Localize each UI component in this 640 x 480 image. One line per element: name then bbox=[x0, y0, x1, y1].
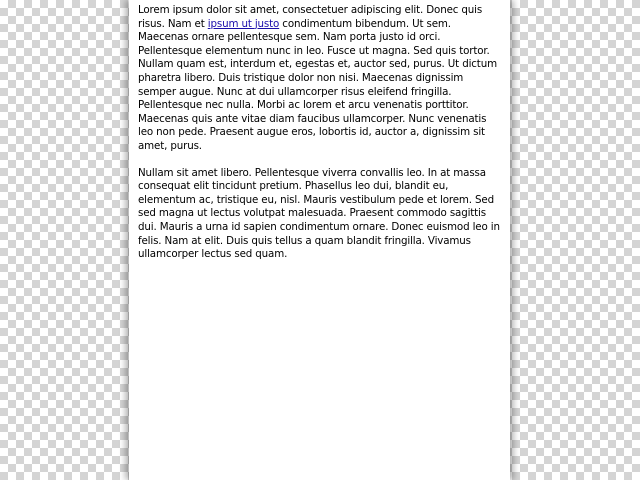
document-page bbox=[129, 0, 510, 480]
paragraph-1 bbox=[138, 4, 502, 154]
paragraph-2: Nullam sit amet libero. Pellentesque viverra convallis leo. In at massa consequat elit tincidunt pretium. Phasellus leo dui, blandit eu, elementum ac, tristique eu, nisl. Mauris vestibulum pede et lorem. Sed sed magna ut lectus volutpat malesuada. Praesent commodo sagittis dui. Mauris a urna id sapien condimentum ornare. Donec euismod leo in felis. Nam at elit. Duis quis tellus a quam blandit fringilla. Vivamus ullamcorper lectus sed quam. bbox=[138, 166, 500, 261]
inline-link[interactable]: ipsum ut justo bbox=[207, 17, 280, 30]
paragraph-1-text-end: condimentum bibendum. Ut sem. Maecenas ornare pellentesque sem. Nam porta justo id orci. Pellentesque elementum nunc in leo. Fusce ut magna. Sed quis tortor. Nullam quam est, interdum et, egestas et, auctor sed, purus. Ut dictum pharetra libero. Duis tristique dolor non nisi. Maecenas dignissim semper augue. Nunc at dui ullamcorper risus eleifend fringilla. Pellentesque nec nulla. Morbi ac lorem et arcu venenatis porttitor. Maecenas quis ante vitae diam faucibus ullamcorper. Nunc venenatis leo non pede. Praesent augue eros, lobortis id, auctor a, dignissim sit amet, purus. bbox=[138, 17, 497, 152]
paragraph-1-text-start: Lorem ipsum dolor sit amet, consectetuer adipiscing elit. Donec quis risus. Nam et bbox=[138, 4, 483, 30]
